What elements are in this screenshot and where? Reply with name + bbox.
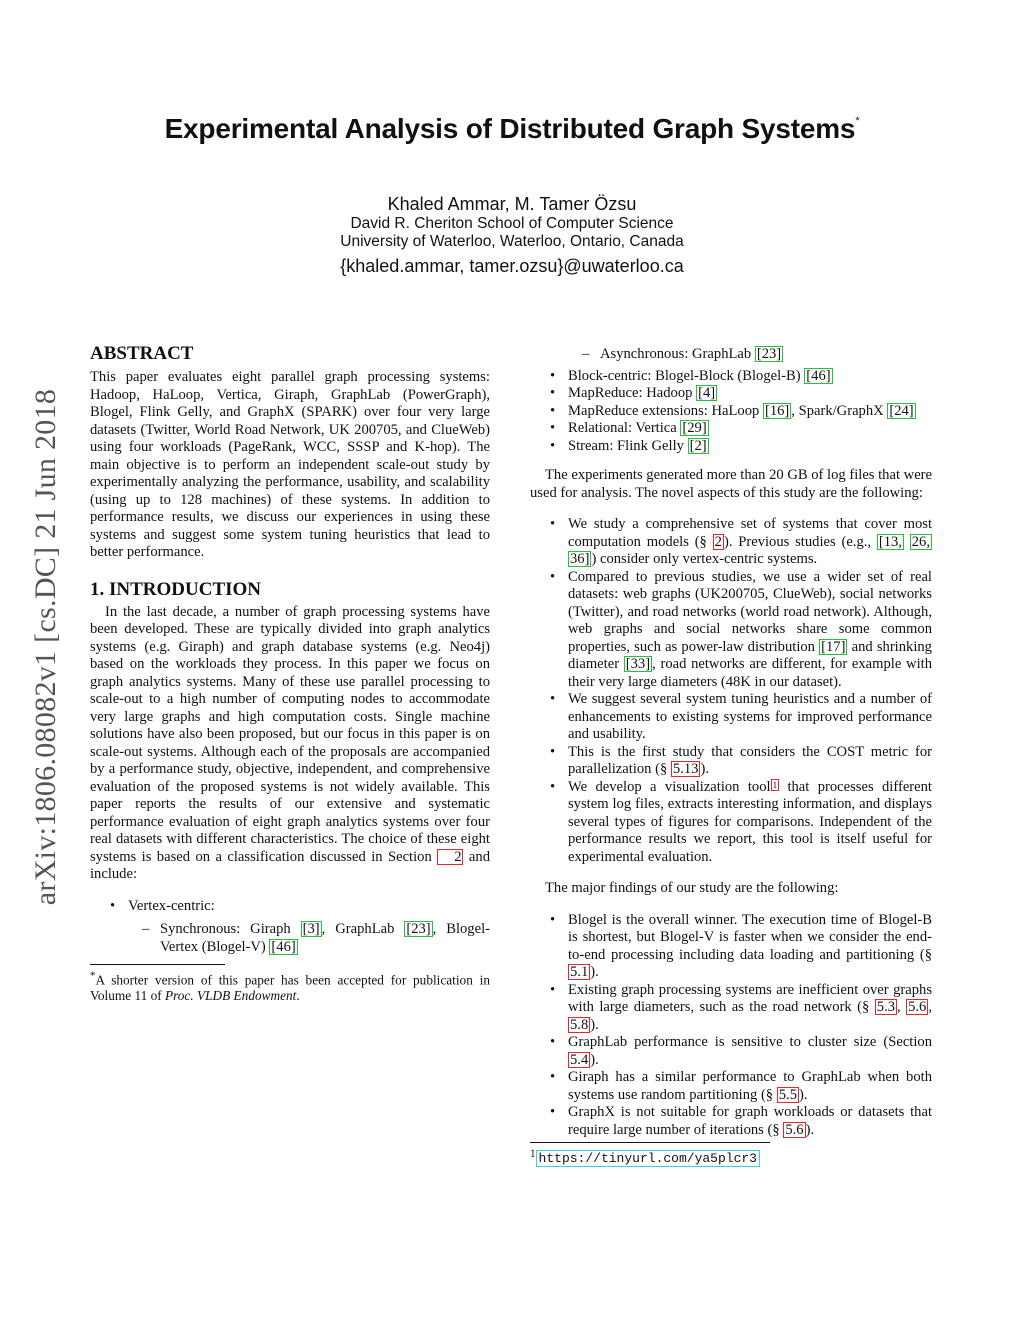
item-text: MapReduce extensions: HaLoop [568,402,763,419]
vertex-centric-sublist [90,921,490,956]
async-sublist [530,346,932,364]
citation-link[interactable]: [46] [806,367,831,384]
item-text: We study a comprehensive set of systems that cover most computation models (§ [568,516,932,550]
affiliation-line-1: David R. Cheriton School of Computer Science [350,215,674,232]
item-text: , [897,999,907,1015]
list-item [530,438,932,456]
footnote-venue: Proc. VLDB Endowment [164,988,297,1004]
item-text: Compared to previous studies, we use a wider set of real datasets: web graphs (UK200705, ClueWeb), social networks (Twitter), and road networks (world road network). Although, web graphs and social networks share some common properties, such as power-law distribution [568,568,932,655]
item-text: , road networks are different, for example with their very large diameters (48K in our dataset). [568,656,932,690]
abstract-text: This paper evaluates eight parallel graph processing systems: Hadoop, HaLoop, Vertica, Giraph, GraphLab (PowerGraph), Blogel, Flink Gelly, and GraphX (SPARK) over four very large datasets (Twitter, World Road Network, UK 200705, and ClueWeb) using four workloads (PageRank, WCC, SSSP and K-hop). The main objective is to perform an independent scale-out study by experimentally analyzing the performance, usability, and scalability (using up to 128 machines) of these systems. In addition to performance results, we discuss our experiences in using these systems and suggest some system tuning heuristics that lead to better performance. [90,369,490,560]
citation-link[interactable]: 26, [911,533,930,550]
list-item [530,385,932,403]
paper-title [0,113,1024,145]
novel-aspects-list [530,516,932,866]
list-item [530,1034,932,1069]
list-item [530,1104,932,1139]
section-ref-link[interactable]: 5.6 [908,999,927,1015]
footnote-rule [530,1142,770,1143]
list-item [530,346,932,364]
list-item [90,898,490,957]
right-column [530,346,932,1167]
footnote-star [90,968,490,1004]
section-ref-link[interactable]: 2 [437,849,463,865]
section-ref-link[interactable]: 5.5 [778,1086,797,1103]
system-classification-list-cont [530,368,932,456]
list-item [530,779,932,867]
item-text: ). [799,1086,808,1103]
citation-link[interactable]: [29] [682,420,707,436]
item-text: ). [590,1016,599,1033]
item-text: ). Previous studies (e.g., [723,533,877,550]
footnote-mark: * [90,970,96,982]
sync-text: , Blogel-Vertex (Blogel-V) [160,921,490,955]
list-item [530,912,932,982]
section-ref-link[interactable]: 5.4 [570,1051,589,1068]
footnote-text: A shorter version of this paper has been accepted for publication in Volume 11 of [90,972,490,1004]
item-text: ). [700,761,709,777]
footnote-url-link[interactable]: https://tinyurl.com/ya5plcr3 [536,1150,760,1167]
item-text: that processes different system log files, extracts interesting information, and displays several types of figures for comparisons. Independent of the performance results we report, this tool is itself useful for experimental evaluation. [568,778,932,865]
authors: Khaled Ammar, M. Tamer Özsu [387,194,637,214]
citation-link[interactable]: [24] [889,402,914,419]
paper-title-text: Experimental Analysis of Distributed Graph Systems [164,113,856,144]
title-footnote-mark: * [855,115,860,127]
citation-link[interactable]: [16] [764,402,790,419]
item-text: and shrinking diameter [568,638,932,672]
citation-link[interactable]: [13, [878,533,902,550]
introduction-paragraph [90,604,490,884]
experiments-paragraph: The experiments generated more than 20 GB of log files that were used for analysis. The novel aspects of this study are the following: [530,467,933,501]
list-item [530,569,932,692]
item-text: Stream: Flink Gelly [568,437,688,454]
item-text: , [928,999,933,1015]
arxiv-stamp: arXiv:1806.08082v1 [cs.DC] 21 Jun 2018 [29,388,62,906]
footnote-text: . [296,988,300,1004]
vertex-centric-label: Vertex-centric: [128,897,215,914]
citation-link[interactable]: [4] [698,385,716,401]
item-text: GraphX is not suitable for graph workloads or datasets that require large number of iterations (§ [568,1104,932,1138]
list-item [530,403,932,421]
citation-link[interactable]: [46] [271,938,296,955]
item-text: ) consider only vertex-centric systems. [591,551,818,567]
intro-text-end: and include: [90,848,490,882]
major-findings-list [530,912,932,1140]
citation-link[interactable]: [3] [302,921,320,937]
item-text: Blogel is the overall winner. The execution time of Blogel-B is shortest, but Blogel-V is faster when we consider the end-to-end processing including data loading and partitioning (§ [568,911,932,963]
item-text: Relational: Vertica [568,420,681,436]
section-ref-link[interactable]: 5.13 [672,761,699,777]
list-item [530,1069,932,1104]
citation-link[interactable]: [17] [821,638,846,655]
list-item [530,744,932,779]
left-column [90,342,490,1004]
sync-text: , GraphLab [321,921,405,937]
introduction-heading: 1. INTRODUCTION [90,578,262,600]
footnote-rule [90,964,225,965]
item-text: We develop a visualization tool [568,778,771,795]
section-ref-link[interactable]: 2 [714,533,722,550]
affiliation-line-2: University of Waterloo, Waterloo, Ontario, Canada [340,233,684,250]
section-ref-link[interactable]: 5.6 [785,1121,804,1138]
list-item: • We suggest several system tuning heuristics and a number of enhancements to existing systems for improved performance and usability. [530,691,932,744]
citation-link[interactable]: 36] [570,551,590,567]
section-ref-link[interactable]: 5.1 [570,964,589,980]
list-item [530,982,932,1035]
list-item [530,368,932,386]
footnote-1 [530,1146,932,1167]
list-item [530,516,932,569]
list-item [530,420,932,438]
citation-link[interactable]: [23] [756,346,782,362]
item-text: This is the first study that considers the COST metric for parallelization (§ [568,743,932,777]
citation-link[interactable]: [33] [625,656,651,672]
citation-link[interactable]: [2] [689,437,707,454]
item-text: GraphLab performance is sensitive to cluster size (Section [568,1034,932,1050]
item-text: , Spark/GraphX [791,402,888,419]
sync-text: Synchronous: Giraph [160,921,301,937]
item-text: MapReduce: Hadoop [568,385,697,401]
item-text: Asynchronous: GraphLab [600,346,755,362]
abstract-heading: ABSTRACT [90,343,194,364]
item-text: ). [805,1121,815,1138]
author-emails: {khaled.ammar, tamer.ozsu}@uwaterloo.ca [340,256,684,276]
section-ref-link[interactable]: 5.3 [876,999,896,1015]
item-text: Giraph has a similar performance to GraphLab when both systems use random partitioning (§ [568,1069,932,1103]
item-text: ). [590,1051,599,1068]
intro-text: In the last decade, a number of graph processing systems have been developed. These are typically divided into graph analytics systems (e.g. Giraph) and graph database systems (e.g. Neo4j) based on the workloads they process. In this paper we focus on graph analytics systems. Many of these use parallel processing to scale-out to a high number of computing nodes to accommodate very large graphs and high computation costs. Single machine solutions have also been proposed, but our focus in this paper is on scale-out systems. Although each of the proposals are accompanied by a performance study, objective, independent, and comprehensive evaluation of the proposed systems is not widely available. This paper reports the results of our extensive and systematic performance evaluation of eight graph analytics systems over four real datasets with different characteristics. The choice of these eight systems is based on a classification discussed in Section [90,603,490,865]
list-item [90,921,490,956]
footnote-number: 1 [530,1148,536,1160]
item-text: Block-centric: Blogel-Block (Blogel-B) [568,367,805,384]
findings-paragraph: The major findings of our study are the following: [545,880,839,896]
footnote-link[interactable]: 1 [772,779,778,790]
system-classification-list [90,898,490,957]
citation-link[interactable]: [23] [406,921,431,937]
item-text: ). [590,964,599,980]
item-text: Existing graph processing systems are inefficient over graphs with large diameters, such as the road network (§ [568,981,932,1015]
section-ref-link[interactable]: 5.8 [570,1016,589,1033]
